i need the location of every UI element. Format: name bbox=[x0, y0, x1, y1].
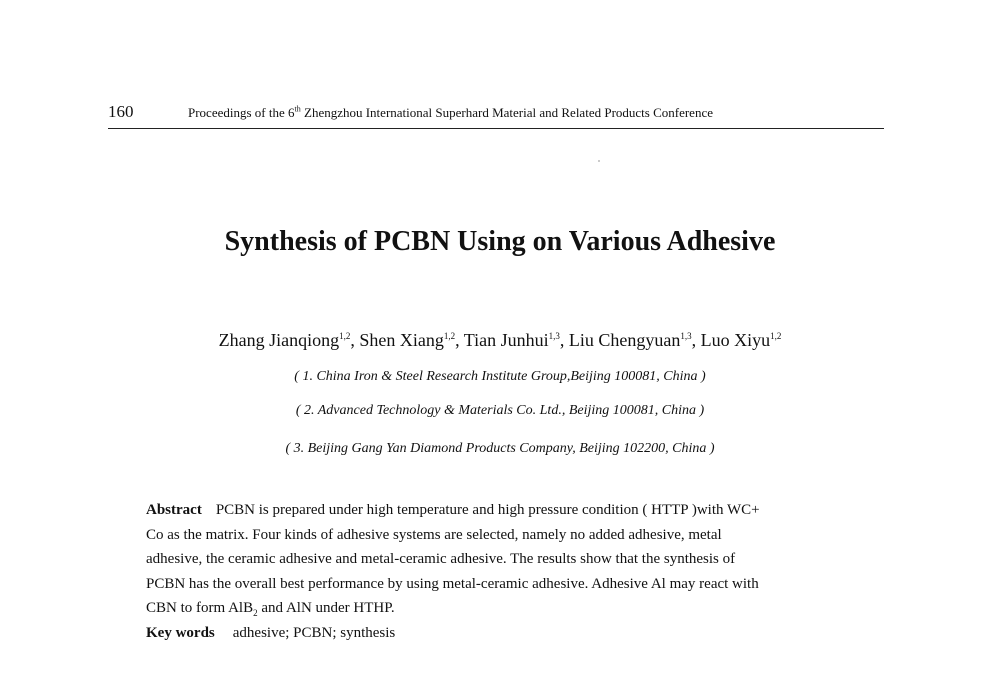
author-name: Luo Xiyu bbox=[700, 330, 771, 350]
affiliation-2: ( 2. Advanced Technology & Materials Co. Ltd., Beijing 100081, China ) bbox=[295, 403, 705, 418]
abstract-label: Abstract bbox=[146, 502, 202, 518]
running-title bbox=[188, 105, 713, 121]
author-separator: , bbox=[559, 330, 569, 350]
author-list bbox=[0, 330, 1000, 351]
affiliation-1: ( 1. China Iron & Steel Research Institute Group,Beijing 100081, China ) bbox=[294, 369, 706, 384]
author bbox=[359, 330, 463, 350]
author-affil-mark: 1,3 bbox=[548, 331, 560, 341]
abstract-line bbox=[146, 498, 856, 523]
author-name: Liu Chengyuan bbox=[568, 330, 681, 350]
author-separator: , bbox=[691, 330, 701, 350]
author-affil-mark: 1,2 bbox=[770, 331, 782, 341]
running-title-ordinal: th bbox=[294, 104, 301, 114]
author-separator: , bbox=[350, 330, 360, 350]
abstract-line: Co as the matrix. Four kinds of adhesive systems are selected, namely no added adhesive, metal bbox=[146, 526, 722, 543]
author bbox=[701, 330, 782, 350]
abstract-line: PCBN has the overall best performance by using metal-ceramic adhesive. Adhesive Al may react with bbox=[146, 575, 759, 592]
chem-subscript: 2 bbox=[253, 608, 258, 618]
running-title-post: Zhengzhou International Superhard Material and Related Products Conference bbox=[300, 105, 713, 120]
paper-title: Synthesis of PCBN Using on Various Adhesive bbox=[224, 226, 776, 257]
abstract-line: adhesive, the ceramic adhesive and metal-ceramic adhesive. The results show that the synthesis of bbox=[146, 551, 736, 567]
author bbox=[464, 330, 569, 350]
running-header bbox=[108, 102, 884, 129]
author-affil-mark: 1,2 bbox=[443, 331, 456, 341]
keywords-text: adhesive; PCBN; synthesis bbox=[232, 624, 396, 641]
author-affil-mark: 1,3 bbox=[680, 331, 692, 341]
abstract-section bbox=[146, 498, 856, 645]
author-affil-mark: 1,2 bbox=[339, 331, 351, 341]
speck-mark bbox=[598, 160, 600, 162]
author-name: Shen Xiang bbox=[359, 330, 444, 350]
abstract-text-5-pre: CBN to form AlB bbox=[146, 600, 254, 616]
keywords-line bbox=[146, 621, 856, 646]
affiliation-3: ( 3. Beijing Gang Yan Diamond Products Company, Beijing 102200, China ) bbox=[285, 441, 715, 456]
author bbox=[219, 330, 360, 350]
abstract-text-1: PCBN is prepared under high temperature and high pressure condition ( HTTP )with WC+ bbox=[215, 502, 760, 518]
running-title-pre: Proceedings of the 6 bbox=[188, 105, 295, 120]
abstract-line bbox=[146, 596, 856, 621]
author bbox=[569, 330, 701, 350]
abstract-text-5-post: and AlN under HTHP. bbox=[257, 600, 395, 616]
author-name: Zhang Jianqiong bbox=[218, 330, 340, 350]
author-separator: , bbox=[455, 330, 464, 350]
page-number: 160 bbox=[108, 102, 134, 121]
author-name: Tian Junhui bbox=[463, 330, 549, 350]
keywords-label: Key words bbox=[146, 624, 215, 641]
